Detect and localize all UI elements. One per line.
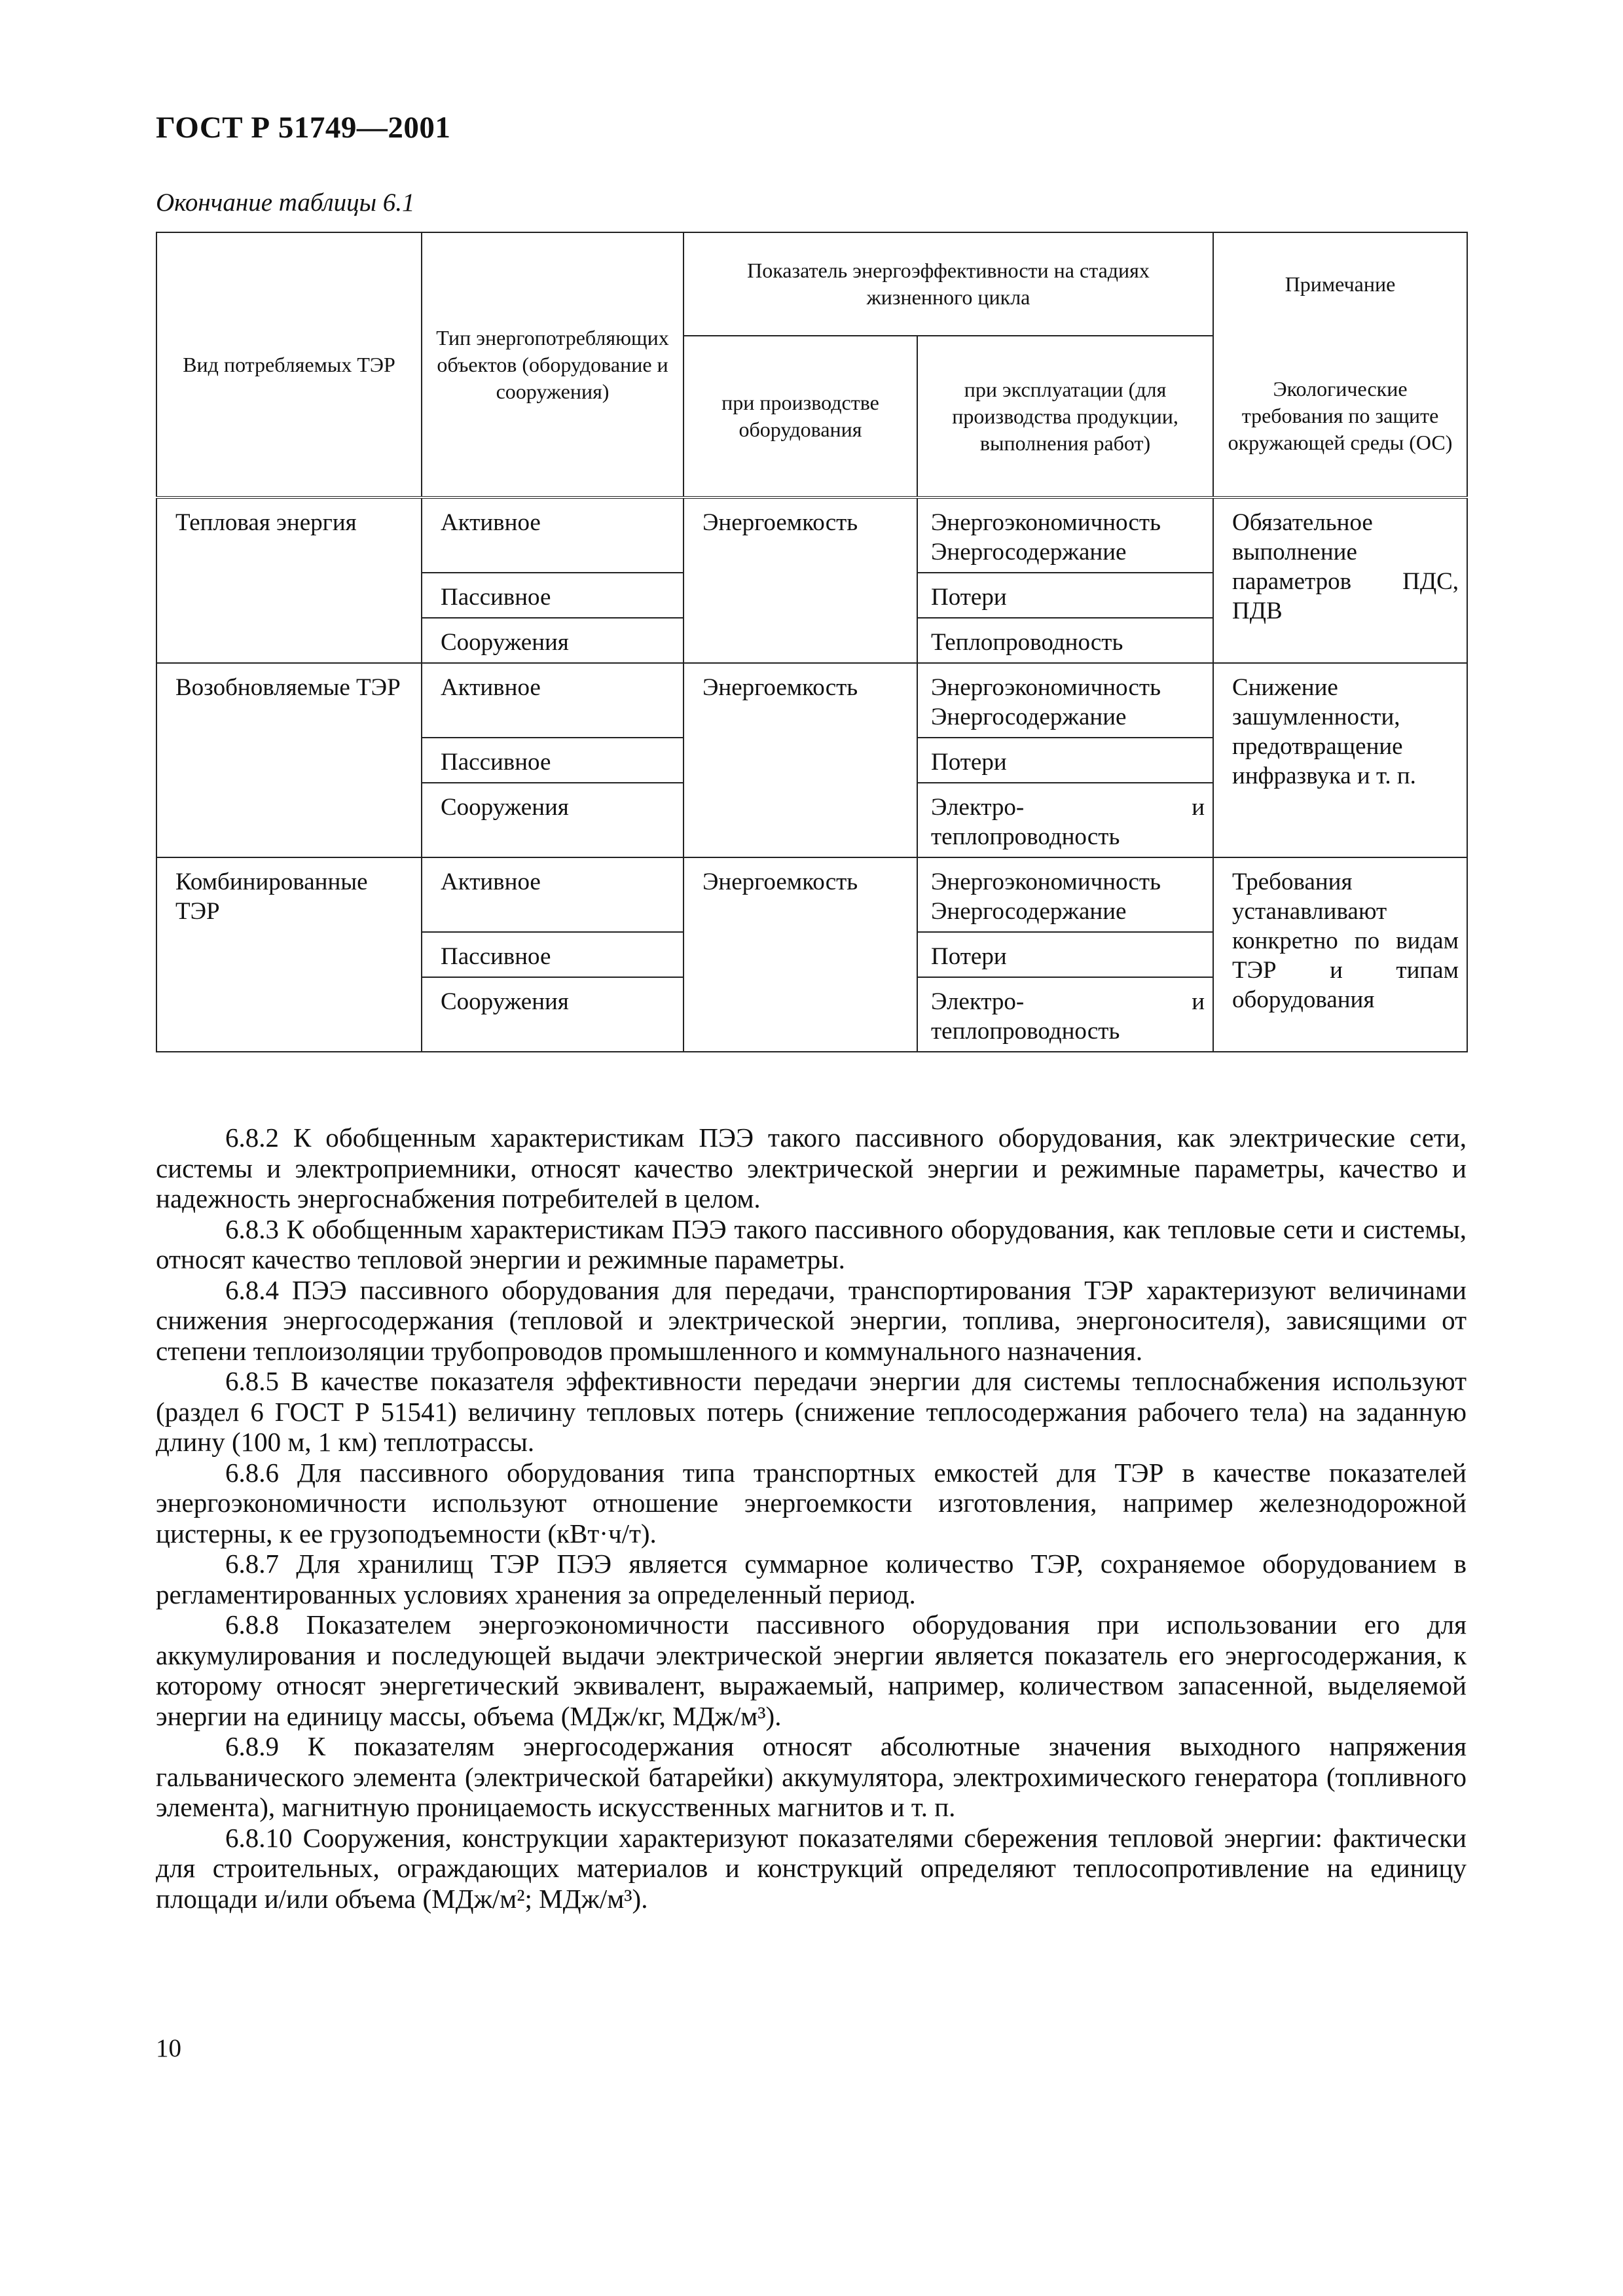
paragraph: 6.8.9 К показателям энергосодержания относят абсолютные значения выходного напряжения гальванического элемента (электрической батарейки) аккумулятора, электрохимического генератора (топливного элемента), магнитную проницаемость искусственных магнитов и т. п. [156, 1731, 1467, 1822]
table-row [156, 857, 1467, 932]
header-note-bottom: Экологические требования по защите окружающей среды (ОС) [1213, 336, 1467, 497]
cell-type: Активное [422, 497, 684, 573]
table-caption: Окончание таблицы 6.1 [156, 188, 415, 217]
cell-type: Сооружения [422, 618, 684, 663]
cell-kind: Тепловая энергия [156, 497, 422, 663]
cell-type: Активное [422, 663, 684, 738]
cell-operation: Энергоэкономичность Энергосодержание [917, 857, 1213, 932]
cell-note: Обязательное выполнение параметров ПДС, ПДВ [1213, 497, 1467, 663]
paragraph: 6.8.10 Сооружения, конструкции характеризуют показателями сбережения тепловой энергии: фактически для строительных, ограждающих материалов и конструкций определяют теплосопротивление на единицу площади и/или объема (МДж/м²; МДж/м³). [156, 1822, 1467, 1914]
cell-type: Сооружения [422, 783, 684, 857]
data-table [156, 232, 1468, 1052]
paragraph: 6.8.4 ПЭЭ пассивного оборудования для передачи, транспортирования ТЭР характеризуют величинами снижения энергосодержания (тепловой и электрической энергии, топлива, энергоносителя), зависящими от степени теплоизоляции трубопроводов промышленного и коммунального назначения. [156, 1274, 1467, 1366]
cell-operation: Энергоэкономичность Энергосодержание [917, 663, 1213, 738]
cell-type: Сооружения [422, 977, 684, 1052]
cell-kind: Комбинированные ТЭР [156, 857, 422, 1052]
header-production: при производстве оборудования [684, 336, 917, 497]
cell-operation: Электро- и теплопроводность [917, 783, 1213, 857]
page-number: 10 [156, 2034, 181, 2062]
header-kind: Вид потребляемых ТЭР [156, 232, 422, 497]
paragraph: 6.8.7 Для хранилищ ТЭР ПЭЭ является суммарное количество ТЭР, сохраняемое оборудованием в регламентированных условиях хранения за определенный период. [156, 1549, 1467, 1609]
cell-production: Энергоемкость [684, 857, 917, 1052]
cell-type: Пассивное [422, 738, 684, 783]
document-header: ГОСТ Р 51749—2001 [156, 111, 451, 145]
paragraph: 6.8.8 Показателем энергоэкономичности пассивного оборудования при использовании его для аккумулирования и последующей выдачи электрической энергии является показатель его энергосодержания, к которому относят энергетический эквивалент, выражаемый, например, количеством запасенной, выделяемой энергии на единицу массы, объема (МДж/кг, МДж/м³). [156, 1609, 1467, 1731]
cell-operation: Потери [917, 573, 1213, 618]
table-row [156, 497, 1467, 573]
paragraph: 6.8.6 Для пассивного оборудования типа транспортных емкостей для ТЭР в качестве показателей энергоэкономичности используют отношение энергоемкости изготовления, например железнодорожной цистерны, к ее грузоподъемности (кВт·ч/т). [156, 1457, 1467, 1549]
header-object-type: Тип энергопотребляющих объектов (оборудование и сооружения) [422, 232, 684, 497]
cell-kind: Возобновляемые ТЭР [156, 663, 422, 857]
paragraph: 6.8.2 К обобщенным характеристикам ПЭЭ такого пассивного оборудования, как электрические сети, системы и электроприемники, относят качество электрической энергии и режимные параметры, качество и надежность энергоснабжения потребителей в целом. [156, 1122, 1467, 1213]
body-text [156, 1122, 1467, 1914]
cell-operation: Энергоэкономичность Энергосодержание [917, 497, 1213, 573]
cell-note: Требования устанавливают конкретно по видам ТЭР и типам оборудования [1213, 857, 1467, 1052]
cell-operation: Потери [917, 738, 1213, 783]
header-note-top: Примечание [1213, 232, 1467, 336]
cell-type: Пассивное [422, 573, 684, 618]
cell-type: Пассивное [422, 932, 684, 977]
paragraph: 6.8.3 К обобщенным характеристикам ПЭЭ такого пассивного оборудования, как тепловые сети и системы, относят качество тепловой энергии и режимные параметры. [156, 1213, 1467, 1274]
cell-operation: Электро- и теплопроводность [917, 977, 1213, 1052]
cell-operation: Теплопроводность [917, 618, 1213, 663]
header-operation: при эксплуатации (для производства продукции, выполнения работ) [917, 336, 1213, 497]
cell-operation: Потери [917, 932, 1213, 977]
paragraph: 6.8.5 В качестве показателя эффективности передачи энергии для системы теплоснабжения используют (раздел 6 ГОСТ Р 51541) величину тепловых потерь (снижение теплосодержания рабочего тела) на заданную длину (100 м, 1 км) теплотрассы. [156, 1366, 1467, 1457]
cell-production: Энергоемкость [684, 497, 917, 663]
cell-type: Активное [422, 857, 684, 932]
cell-production: Энергоемкость [684, 663, 917, 857]
header-efficiency-group: Показатель энергоэффективности на стадиях жизненного цикла [684, 232, 1213, 336]
cell-note: Снижение зашумленности, предотвращение инфразвука и т. п. [1213, 663, 1467, 857]
table-row [156, 663, 1467, 738]
